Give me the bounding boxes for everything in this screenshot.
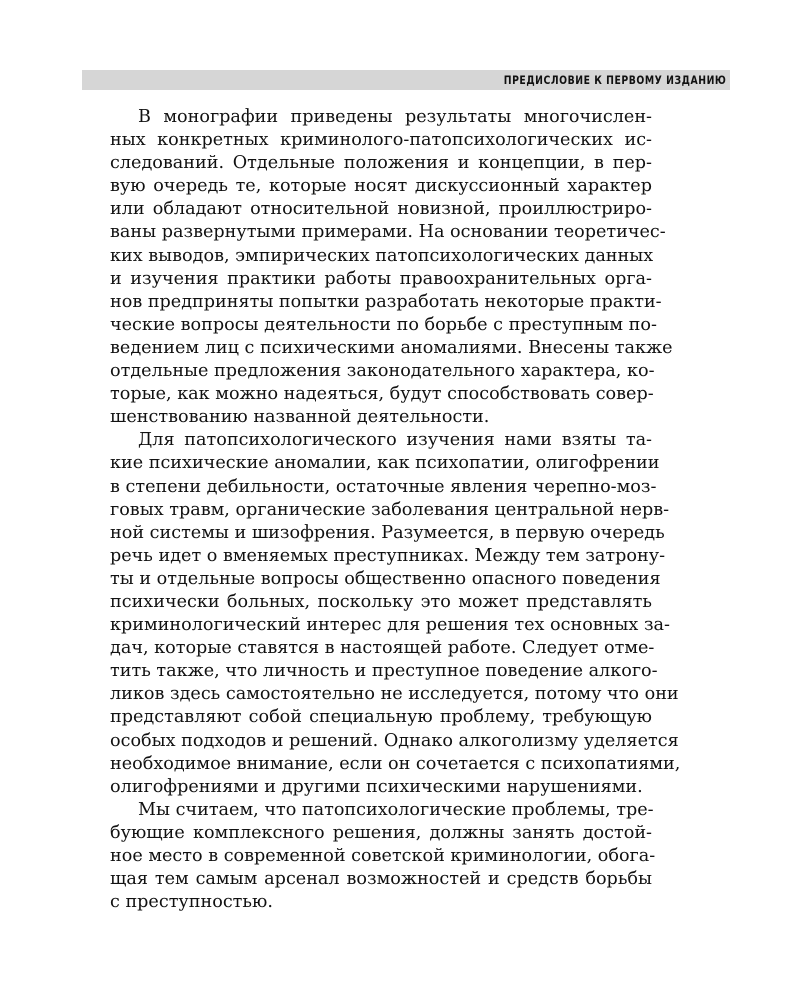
text-line: ческие вопросы деятельности по борьбе с преступным по- bbox=[110, 314, 657, 335]
text-line: ликов здесь самостоятельно не исследуется, потому что они bbox=[110, 684, 679, 705]
page-body bbox=[110, 106, 681, 914]
text-line: тить также, что личность и преступное поведение алкого- bbox=[110, 661, 658, 682]
text-line: ты и отдельные вопросы общественно опасного поведения bbox=[110, 568, 661, 589]
paragraph-3 bbox=[110, 799, 656, 914]
text-line: с преступностью. bbox=[110, 892, 273, 913]
text-line: Для патопсихологического изучения нами взяты та- bbox=[138, 430, 652, 451]
text-line: говых травм, органические заболевания центральной нерв- bbox=[110, 499, 670, 520]
text-line: ной системы и шизофрения. Разумеется, в первую очередь bbox=[110, 522, 665, 543]
text-line: представляют собой специальную проблему, требующую bbox=[110, 707, 652, 728]
text-line: нов предприняты попытки разработать некоторые практи- bbox=[110, 291, 662, 312]
running-header-title: ПРЕДИСЛОВИЕ К ПЕРВОМУ ИЗДАНИЮ bbox=[503, 73, 726, 87]
text-line: особых подходов и решений. Однако алкоголизму уделяется bbox=[110, 730, 679, 751]
text-line: или обладают относительной новизной, проиллюстриро- bbox=[110, 199, 652, 220]
text-line: речь идет о вменяемых преступниках. Между тем затрону- bbox=[110, 545, 666, 566]
text-line: шенствованию названной деятельности. bbox=[110, 407, 490, 428]
text-line: ных конкретных криминолого-патопсихологических ис- bbox=[110, 130, 652, 151]
text-line: криминологический интерес для решения тех основных за- bbox=[110, 615, 670, 636]
text-line: ваны развернутыми примерами. На основании теоретичес- bbox=[110, 222, 666, 243]
text-line: необходимое внимание, если он сочетается с психопатиями, bbox=[110, 753, 681, 774]
text-line: ких выводов, эмпирических патопсихологических данных bbox=[110, 245, 654, 266]
text-line: отдельные предложения законодательного характера, ко- bbox=[110, 361, 655, 382]
text-line: олигофрениями и другими психическими нарушениями. bbox=[110, 776, 643, 797]
text-line: бующие комплексного решения, должны занять достой- bbox=[110, 822, 652, 843]
text-line: вую очередь те, которые носят дискуссионный характер bbox=[110, 176, 652, 197]
text-line: Мы считаем, что патопсихологические проблемы, тре- bbox=[138, 799, 654, 820]
paragraph-1 bbox=[110, 106, 673, 429]
text-line: в степени дебильности, остаточные явления черепно-моз- bbox=[110, 476, 657, 497]
text-line: психически больных, поскольку это может представлять bbox=[110, 591, 652, 612]
text-line: ное место в современной советской криминологии, обога- bbox=[110, 846, 656, 866]
text-line: щая тем самым арсенал возможностей и средств борьбы bbox=[110, 869, 652, 890]
paragraph-2 bbox=[110, 429, 681, 799]
text-line: ведением лиц с психическими аномалиями. Внесены также bbox=[110, 337, 673, 358]
text-line: и изучения практики работы правоохранительных орга- bbox=[110, 268, 652, 289]
text-line: В монографии приведены результаты многочислен- bbox=[138, 107, 652, 127]
text-line: кие психические аномалии, как психопатии, олигофрении bbox=[110, 453, 660, 474]
text-line: дач, которые ставятся в настоящей работе. Следует отме- bbox=[110, 638, 655, 659]
text-line: торые, как можно надеяться, будут способствовать совер- bbox=[110, 384, 654, 405]
text-line: следований. Отдельные положения и концепции, в пер- bbox=[110, 153, 652, 174]
